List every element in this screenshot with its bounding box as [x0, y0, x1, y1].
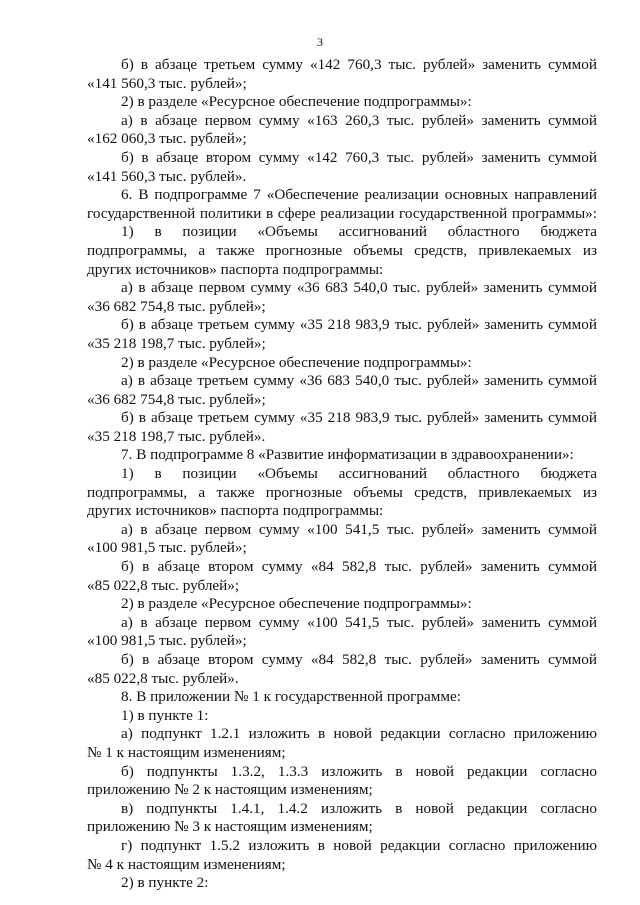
text-line: других источников» паспорта подпрограммы: — [87, 260, 384, 278]
text-line: 2) в пункте 2: — [121, 874, 209, 892]
text-line: б) в абзаце втором сумму «84 582,8 тыс. рублей» заменить суммой — [121, 558, 597, 576]
text-line: г) подпункт 1.5.2 изложить в новой редакции согласно приложению — [121, 836, 597, 854]
text-line: б) в абзаце третьем сумму «142 760,3 тыс. рублей» заменить суммой — [121, 56, 597, 73]
text-line: 6. В подпрограмме 7 «Обеспечение реализации основных направлений — [121, 186, 597, 204]
text-line: «36 682 754,8 тыс. рублей»; — [87, 390, 266, 408]
text-line: 2) в разделе «Ресурсное обеспечение подпрограммы»: — [121, 93, 472, 111]
text-line: а) в абзаце первом сумму «100 541,5 тыс. рублей» заменить суммой — [121, 520, 597, 538]
text-line: № 4 к настоящим изменениям; — [87, 855, 286, 873]
text-line: «162 060,3 тыс. рублей»; — [87, 130, 247, 148]
text-line: приложению № 3 к настоящим изменениям; — [87, 818, 373, 836]
text-line: 8. В приложении № 1 к государственной программе: — [121, 688, 461, 706]
text-line: б) в абзаце втором сумму «142 760,3 тыс. рублей» заменить суммой — [121, 148, 597, 166]
text-line: 1) в позиции «Объемы ассигнований областного бюджета — [121, 465, 597, 483]
text-line: «85 022,8 тыс. рублей»; — [87, 576, 240, 594]
text-line: подпрограммы, а также прогнозные объемы средств, привлекаемых из — [87, 241, 597, 259]
text-line: а) в абзаце первом сумму «36 683 540,0 тыс. рублей» заменить суммой — [121, 279, 597, 297]
text-line: б) в абзаце третьем сумму «35 218 983,9 тыс. рублей» заменить суммой — [121, 409, 597, 427]
text-line: 2) в разделе «Ресурсное обеспечение подпрограммы»: — [121, 595, 472, 613]
text-line: б) подпункты 1.3.2, 1.3.3 изложить в новой редакции согласно — [121, 762, 597, 780]
text-line: а) в абзаце первом сумму «163 260,3 тыс. рублей» заменить суммой — [121, 111, 597, 129]
text-line: 2) в разделе «Ресурсное обеспечение подпрограммы»: — [121, 353, 472, 371]
text-line: приложению № 2 к настоящим изменениям; — [87, 781, 373, 799]
text-line: б) в абзаце втором сумму «84 582,8 тыс. рублей» заменить суммой — [121, 651, 597, 668]
text-line: государственной политики в сфере реализации государственной программы»: — [87, 204, 597, 222]
text-line: 7. В подпрограмме 8 «Развитие информатизации в здравоохранении»: — [121, 446, 574, 464]
document-body — [87, 56, 597, 893]
text-line: 1) в позиции «Объемы ассигнований областного бюджета — [121, 223, 597, 241]
text-line: «36 682 754,8 тыс. рублей»; — [87, 297, 266, 315]
text-line: «35 218 198,7 тыс. рублей». — [87, 427, 266, 445]
text-line: а) в абзаце третьем сумму «36 683 540,0 тыс. рублей» заменить суммой — [121, 372, 597, 390]
text-line: «141 560,3 тыс. рублей»; — [87, 74, 247, 92]
text-line: № 1 к настоящим изменениям; — [87, 743, 286, 761]
text-line: б) в абзаце третьем сумму «35 218 983,9 тыс. рублей» заменить суммой — [121, 316, 597, 334]
text-line: «85 022,8 тыс. рублей». — [87, 669, 239, 687]
text-line: других источников» паспорта подпрограммы: — [87, 502, 384, 520]
text-line: «100 981,5 тыс. рублей»; — [87, 632, 247, 650]
text-line: 1) в пункте 1: — [121, 706, 209, 724]
text-line: «100 981,5 тыс. рублей»; — [87, 539, 247, 557]
page-number: 3 — [317, 35, 323, 49]
text-line: в) подпункты 1.4.1, 1.4.2 изложить в новой редакции согласно — [121, 799, 597, 817]
text-line: а) в абзаце первом сумму «100 541,5 тыс. рублей» заменить суммой — [121, 613, 597, 631]
text-line: «141 560,3 тыс. рублей». — [87, 167, 247, 185]
text-line: «35 218 198,7 тыс. рублей»; — [87, 334, 266, 352]
text-line: подпрограммы, а также прогнозные объемы средств, привлекаемых из — [87, 483, 597, 501]
text-line: а) подпункт 1.2.1 изложить в новой редакции согласно приложению — [121, 725, 597, 743]
